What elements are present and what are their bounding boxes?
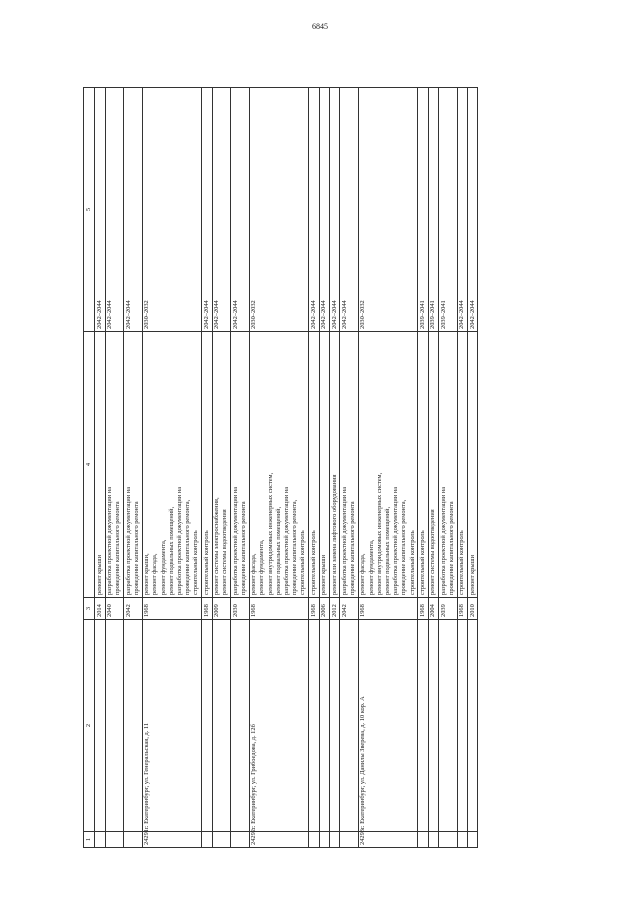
year-cell: 2012 (329, 598, 339, 620)
address-cell: г. Екатеринбург, ул. Данилы Зверева, д. 10 кор. А (358, 620, 418, 832)
period-cell: 2042–2044 (202, 88, 212, 332)
year-cell: 2030 (231, 598, 250, 620)
table-body (95, 88, 478, 848)
year-cell: 1968 (309, 598, 319, 620)
header-col-5: 5 (84, 88, 95, 332)
table-row (124, 88, 143, 848)
table-row (202, 88, 212, 848)
header-row (84, 88, 95, 848)
address-cell (428, 620, 438, 832)
year-cell: 1968 (358, 598, 418, 620)
work-type-cell: строительный контроль (457, 332, 467, 598)
year-cell: 1968 (202, 598, 212, 620)
work-type-cell: разработка проектной документации на проведение капитального ремонта (124, 332, 143, 598)
row-number-cell (124, 832, 143, 848)
address-cell (124, 620, 143, 832)
header-col-4: 4 (84, 332, 95, 598)
row-number-cell (418, 832, 428, 848)
table-row (428, 88, 438, 848)
address-cell (95, 620, 105, 832)
table-row (418, 88, 428, 848)
work-type-cell: строительный контроль (309, 332, 319, 598)
row-number-cell (231, 832, 250, 848)
address-cell (212, 620, 231, 832)
period-cell: 2042–2044 (457, 88, 467, 332)
period-cell: 2042–2044 (124, 88, 143, 332)
work-type-cell: ремонт или замена лифтового оборудования (329, 332, 339, 598)
row-number-cell (468, 832, 478, 848)
work-type-cell: ремонт системы водоотведения (428, 332, 438, 598)
period-cell: 2042–2044 (468, 88, 478, 332)
header-col-1: 1 (84, 832, 95, 848)
period-cell: 2042–2044 (95, 88, 105, 332)
period-cell: 2042–2044 (309, 88, 319, 332)
period-cell: 2030–2032 (249, 88, 309, 332)
year-cell: 2042 (340, 598, 359, 620)
address-cell (319, 620, 329, 832)
work-type-cell: разработка проектной документации на проведение капитального ремонта (231, 332, 250, 598)
table-row (340, 88, 359, 848)
address-cell (457, 620, 467, 832)
row-number-cell (105, 832, 124, 848)
address-cell (439, 620, 458, 832)
address-cell (340, 620, 359, 832)
table-row (457, 88, 467, 848)
address-cell: г. Екатеринбург, ул. Генеральская, д. 11 (142, 620, 202, 832)
row-number-cell (428, 832, 438, 848)
address-cell (418, 620, 428, 832)
page-number: 6845 (312, 22, 328, 31)
address-cell (105, 620, 124, 832)
work-type-cell: разработка проектной документации на проведение капитального ремонта (105, 332, 124, 598)
work-type-cell: строительный контроль (418, 332, 428, 598)
row-number-cell (202, 832, 212, 848)
period-cell: 2042–2044 (319, 88, 329, 332)
table-row (309, 88, 319, 848)
work-type-cell: строительный контроль (202, 332, 212, 598)
rotated-table-sheet (83, 88, 601, 848)
table-row (319, 88, 329, 848)
period-cell: 2030–2032 (358, 88, 418, 332)
row-number-cell (329, 832, 339, 848)
period-cell: 2039–2041 (418, 88, 428, 332)
address-cell (329, 620, 339, 832)
year-cell: 2006 (319, 598, 329, 620)
row-number-cell (309, 832, 319, 848)
row-number-cell (95, 832, 105, 848)
year-cell: 2010 (468, 598, 478, 620)
address-cell: г. Екатеринбург, ул. Грибоедова, д. 12б (249, 620, 309, 832)
work-type-cell: ремонт фасада, ремонт фундамента, ремонт внутридомовых инженерных систем, ремонт подвальных помещений, разработка проектной документации на проведение капитального ремонта, строительный контроль (358, 332, 418, 598)
year-cell: 2009 (212, 598, 231, 620)
row-number-cell (340, 832, 359, 848)
work-type-cell: ремонт крыши (319, 332, 329, 598)
year-cell: 2039 (439, 598, 458, 620)
period-cell: 2042–2044 (329, 88, 339, 332)
row-number-cell (439, 832, 458, 848)
row-number-cell (212, 832, 231, 848)
row-number-cell (457, 832, 467, 848)
period-cell: 2042–2044 (231, 88, 250, 332)
year-cell: 1968 (418, 598, 428, 620)
year-cell: 2004 (428, 598, 438, 620)
address-cell (468, 620, 478, 832)
year-cell: 2014 (95, 598, 105, 620)
repair-schedule-table (83, 87, 478, 848)
table-row (329, 88, 339, 848)
address-cell (309, 620, 319, 832)
table-row (212, 88, 231, 848)
table-row (439, 88, 458, 848)
table-row (95, 88, 105, 848)
work-type-cell: разработка проектной документации на проведение капитального ремонта (340, 332, 359, 598)
table-row (231, 88, 250, 848)
year-cell: 1968 (249, 598, 309, 620)
work-type-cell: ремонт фасада, ремонт фундамента, ремонт внутридомовых инженерных систем, ремонт подвальных помещений, разработка проектной документации на проведение капитального ремонта, строительный контроль (249, 332, 309, 598)
period-cell: 2039–2041 (439, 88, 458, 332)
address-cell (231, 620, 250, 832)
work-type-cell: ремонт системы электроснабжения, ремонт системы водоотведения (212, 332, 231, 598)
year-cell: 1968 (457, 598, 467, 620)
work-type-cell: ремонт крыши (468, 332, 478, 598)
row-number-cell: 24292. (249, 832, 309, 848)
period-cell: 2042–2044 (212, 88, 231, 332)
row-number-cell: 24293. (358, 832, 418, 848)
year-cell: 2042 (124, 598, 143, 620)
row-number-cell (319, 832, 329, 848)
period-cell: 2042–2044 (105, 88, 124, 332)
table-row (105, 88, 124, 848)
period-cell: 2030–2032 (142, 88, 202, 332)
table-row (468, 88, 478, 848)
work-type-cell: ремонт крыши (95, 332, 105, 598)
year-cell: 1968 (142, 598, 202, 620)
header-col-2: 2 (84, 620, 95, 832)
period-cell: 2042–2044 (340, 88, 359, 332)
table-row (142, 88, 202, 848)
header-col-3: 3 (84, 598, 95, 620)
year-cell: 2040 (105, 598, 124, 620)
address-cell (202, 620, 212, 832)
table-row (249, 88, 309, 848)
work-type-cell: ремонт крыши, ремонт фасада, ремонт фундамента, ремонт подвальных помещений, разработка проектной документации на проведение капитального ремонта, строительный контроль (142, 332, 202, 598)
row-number-cell: 24291. (142, 832, 202, 848)
period-cell: 2039–2041 (428, 88, 438, 332)
work-type-cell: разработка проектной документации на проведение капитального ремонта (439, 332, 458, 598)
table-row (358, 88, 418, 848)
